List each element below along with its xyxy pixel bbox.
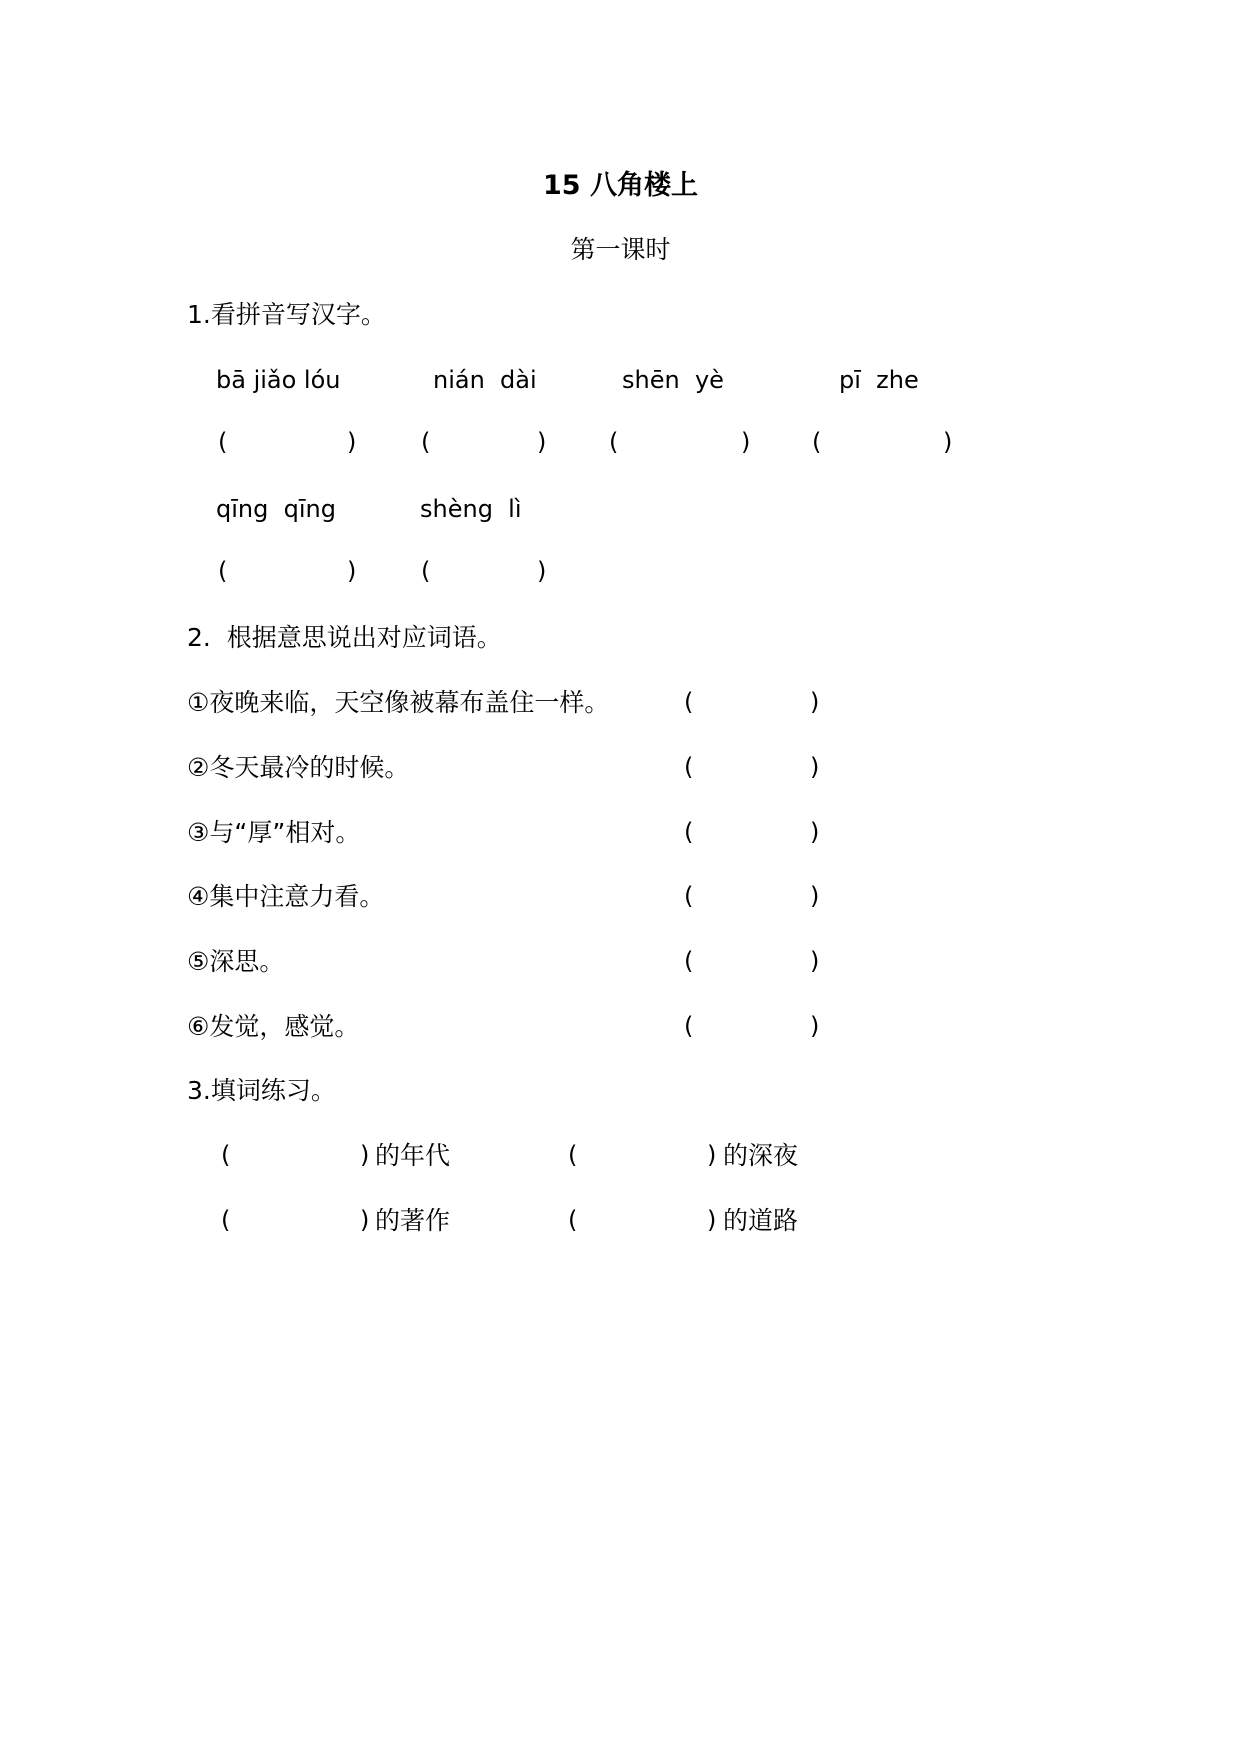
definition-blank-3-close: ) [810, 818, 820, 846]
answer-blank-4-open: ( [812, 428, 822, 456]
definition-blank-6-close: ) [810, 1012, 820, 1040]
definition-blank-2-close: ) [810, 753, 820, 781]
fill-blank-4-open: ( [568, 1206, 578, 1234]
answer-blank-2-open: ( [421, 428, 431, 456]
pinyin-2: nián dài [433, 366, 537, 394]
pinyin-3: shēn yè [622, 366, 724, 394]
fill-blank-4-close: ) [707, 1206, 717, 1234]
definition-item-1: ①夜晚来临，天空像被幕布盖住一样。 [187, 688, 610, 717]
answer-blank-1-close: ) [347, 428, 357, 456]
fill-blank-2-close: ) [707, 1141, 717, 1169]
definition-blank-1-close: ) [810, 688, 820, 716]
definition-item-3: ③与“厚”相对。 [187, 818, 361, 847]
fill-blank-3-close: ) [360, 1206, 370, 1234]
fill-blank-1-open: ( [221, 1141, 231, 1169]
definition-blank-1-open: ( [684, 688, 694, 716]
definition-item-6: ⑥发觉，感觉。 [187, 1012, 360, 1041]
pinyin-1: bā jiǎo lóu [216, 366, 341, 394]
answer-blank-1-open: ( [218, 428, 228, 456]
definition-blank-4-open: ( [684, 882, 694, 910]
pinyin-4: pī zhe [839, 366, 919, 394]
answer-blank-4-close: ) [943, 428, 953, 456]
answer-blank-2-close: ) [537, 428, 547, 456]
definition-item-2: ②冬天最冷的时候。 [187, 753, 410, 782]
definition-blank-6-open: ( [684, 1012, 694, 1040]
definition-blank-2-open: ( [684, 753, 694, 781]
fill-blank-2-open: ( [568, 1141, 578, 1169]
definition-item-4: ④集中注意力看。 [187, 882, 385, 911]
definition-blank-5-close: ) [810, 947, 820, 975]
page-title: 15 八角楼上 [543, 170, 698, 201]
q2-heading: 2. 根据意思说出对应词语。 [187, 623, 502, 652]
fill-item-4: 的道路 [723, 1206, 799, 1235]
answer-blank-3-open: ( [609, 428, 619, 456]
fill-item-2: 的深夜 [723, 1141, 799, 1170]
answer-blank-3-close: ) [741, 428, 751, 456]
definition-blank-4-close: ) [810, 882, 820, 910]
fill-item-3: 的著作 [375, 1206, 451, 1235]
fill-item-1: 的年代 [375, 1141, 451, 1170]
pinyin-5: qīng qīng [216, 495, 336, 523]
definition-blank-3-open: ( [684, 818, 694, 846]
answer-blank-6-close: ) [537, 557, 547, 585]
page-subtitle: 第一课时 [570, 235, 671, 264]
definition-item-5: ⑤深思。 [187, 947, 285, 976]
q1-heading: 1.看拼音写汉字。 [187, 300, 386, 329]
fill-blank-1-close: ) [360, 1141, 370, 1169]
answer-blank-5-open: ( [218, 557, 228, 585]
answer-blank-6-open: ( [421, 557, 431, 585]
fill-blank-3-open: ( [221, 1206, 231, 1234]
answer-blank-5-close: ) [347, 557, 357, 585]
definition-blank-5-open: ( [684, 947, 694, 975]
pinyin-6: shèng lì [420, 495, 522, 523]
q3-heading: 3.填词练习。 [187, 1076, 336, 1105]
